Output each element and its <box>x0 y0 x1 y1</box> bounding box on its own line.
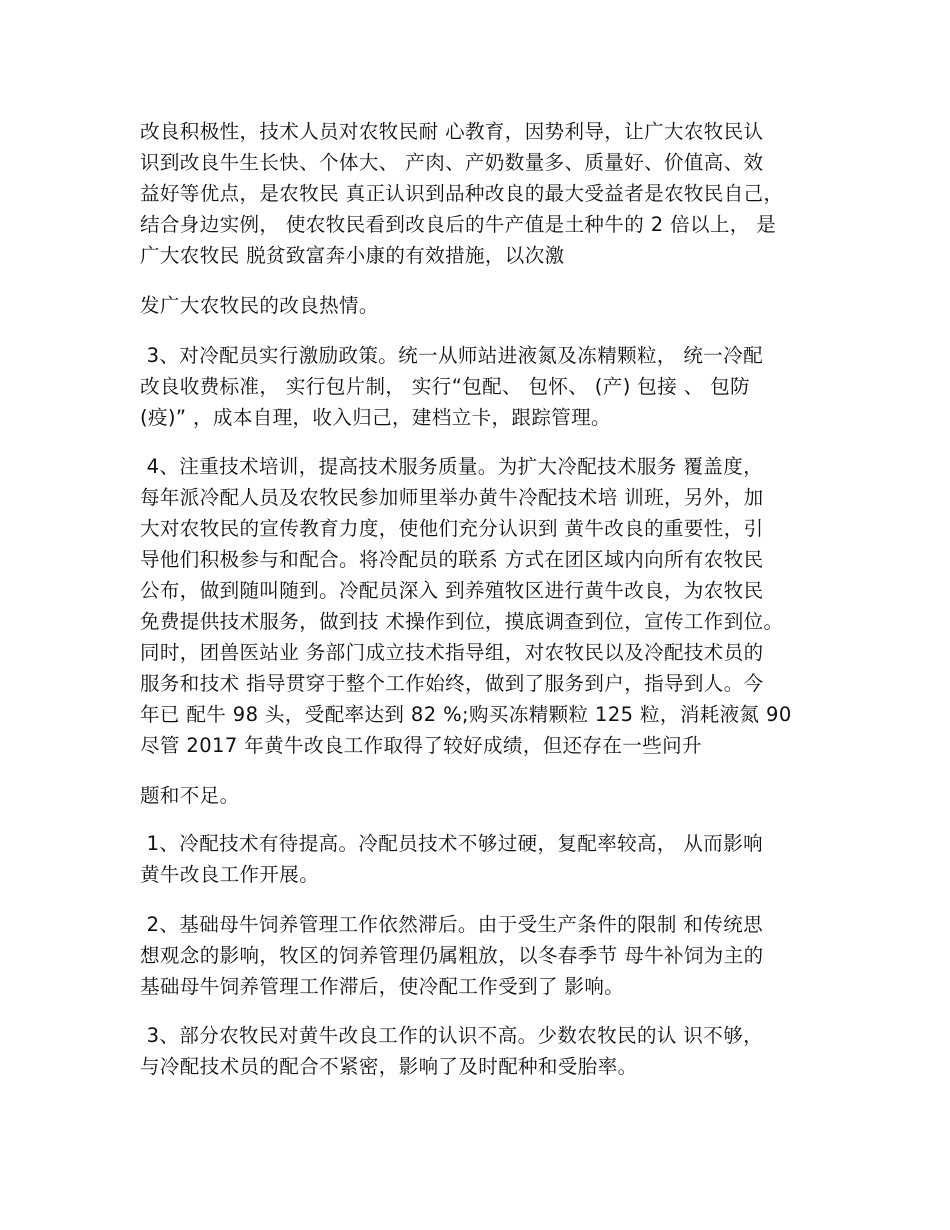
text-line: 公布，做到随叫随到。冷配员深入 到养殖牧区进行黄牛改良，为农牧民 <box>140 579 764 602</box>
text-line: 3、对冷配员实行激励政策。统一从师站进液氮及冻精颗粒， 统一冷配 <box>140 344 764 367</box>
paragraph-item-4-training <box>140 451 820 761</box>
text-line: 广大农牧民 脱贫致富奔小康的有效措施，以次激 <box>140 244 565 267</box>
text-line: 识到改良牛生长快、个体大、 产肉、产奶数量多、质量好、价值高、效 <box>140 151 764 174</box>
text-line: 年已 配牛 98 头，受配率达到 82 %;购买冻精颗粒 125 粒，消耗液氮 90 <box>140 703 792 726</box>
text-line: 1、冷配技术有待提高。冷配员技术不够过硬，复配率较高， 从而影响 <box>140 832 764 855</box>
text-line: 每年派冷配人员及农牧民参加师里举办黄牛冷配技术培 训班，另外，加 <box>140 486 764 509</box>
text-line: 黄牛改良工作开展。 <box>140 863 320 886</box>
text-line: 基础母牛饲养管理工作滞后，使冷配工作受到了 影响。 <box>140 975 625 998</box>
text-line: 大对农牧民的宣传教育力度，使他们充分认识到 黄牛改良的重要性，引 <box>140 517 764 540</box>
paragraph-motivation <box>140 116 820 271</box>
text-line: (疫)” ，成本自理，收入归己，建档立卡，跟踪管理。 <box>140 406 611 429</box>
text-line: 改良收费标准， 实行包片制， 实行“包配、 包怀、 (产) 包接 、 包防 <box>140 375 751 398</box>
text-line: 尽管 2017 年黄牛改良工作取得了较好成绩，但还存在一些问升 <box>140 734 702 757</box>
text-line: 发广大农牧民的改良热情。 <box>140 294 379 317</box>
paragraph-enthusiasm <box>140 290 820 321</box>
text-line: 与冷配技术员的配合不紧密，影响了及时配种和受胎率。 <box>140 1055 638 1078</box>
text-line: 4、注重技术培训，提高技术服务质量。为扩大冷配技术服务 覆盖度， <box>140 455 764 478</box>
text-line: 服务和技术 指导贯穿于整个工作始终，做到了服务到户，指导到人。今 <box>140 672 764 695</box>
paragraph-problem-1 <box>140 828 820 890</box>
paragraph-problems-intro <box>140 780 820 811</box>
text-line: 3、部分农牧民对黄牛改良工作的认识不高。少数农牧民的认 识不够， <box>140 1024 764 1047</box>
paragraph-problem-2 <box>140 909 820 1002</box>
text-line: 改良积极性，技术人员对农牧民耐 心教育，因势利导，让广大农牧民认 <box>140 120 764 143</box>
text-line: 导他们积极参与和配合。将冷配员的联系 方式在团区域内向所有农牧民 <box>140 548 764 571</box>
text-line: 题和不足。 <box>140 784 240 807</box>
text-line: 免费提供技术服务，做到技 术操作到位，摸底调查到位，宣传工作到位。 <box>140 610 784 633</box>
text-line: 想观念的影响，牧区的饲养管理仍属粗放，以冬春季节 母牛补饲为主的 <box>140 944 764 967</box>
paragraph-problem-3 <box>140 1020 820 1082</box>
text-line: 2、基础母牛饲养管理工作依然滞后。由于受生产条件的限制 和传统思 <box>140 913 764 936</box>
text-line: 益好等优点，是农牧民 真正认识到品种改良的最大受益者是农牧民自己， <box>140 182 784 205</box>
text-line: 结合身边实例， 使农牧民看到改良后的牛产值是土种牛的 2 倍以上， 是 <box>140 213 777 236</box>
paragraph-item-3-incentive <box>140 340 820 433</box>
text-line: 同时，团兽医站业 务部门成立技术指导组，对农牧民以及冷配技术员的 <box>140 641 764 664</box>
